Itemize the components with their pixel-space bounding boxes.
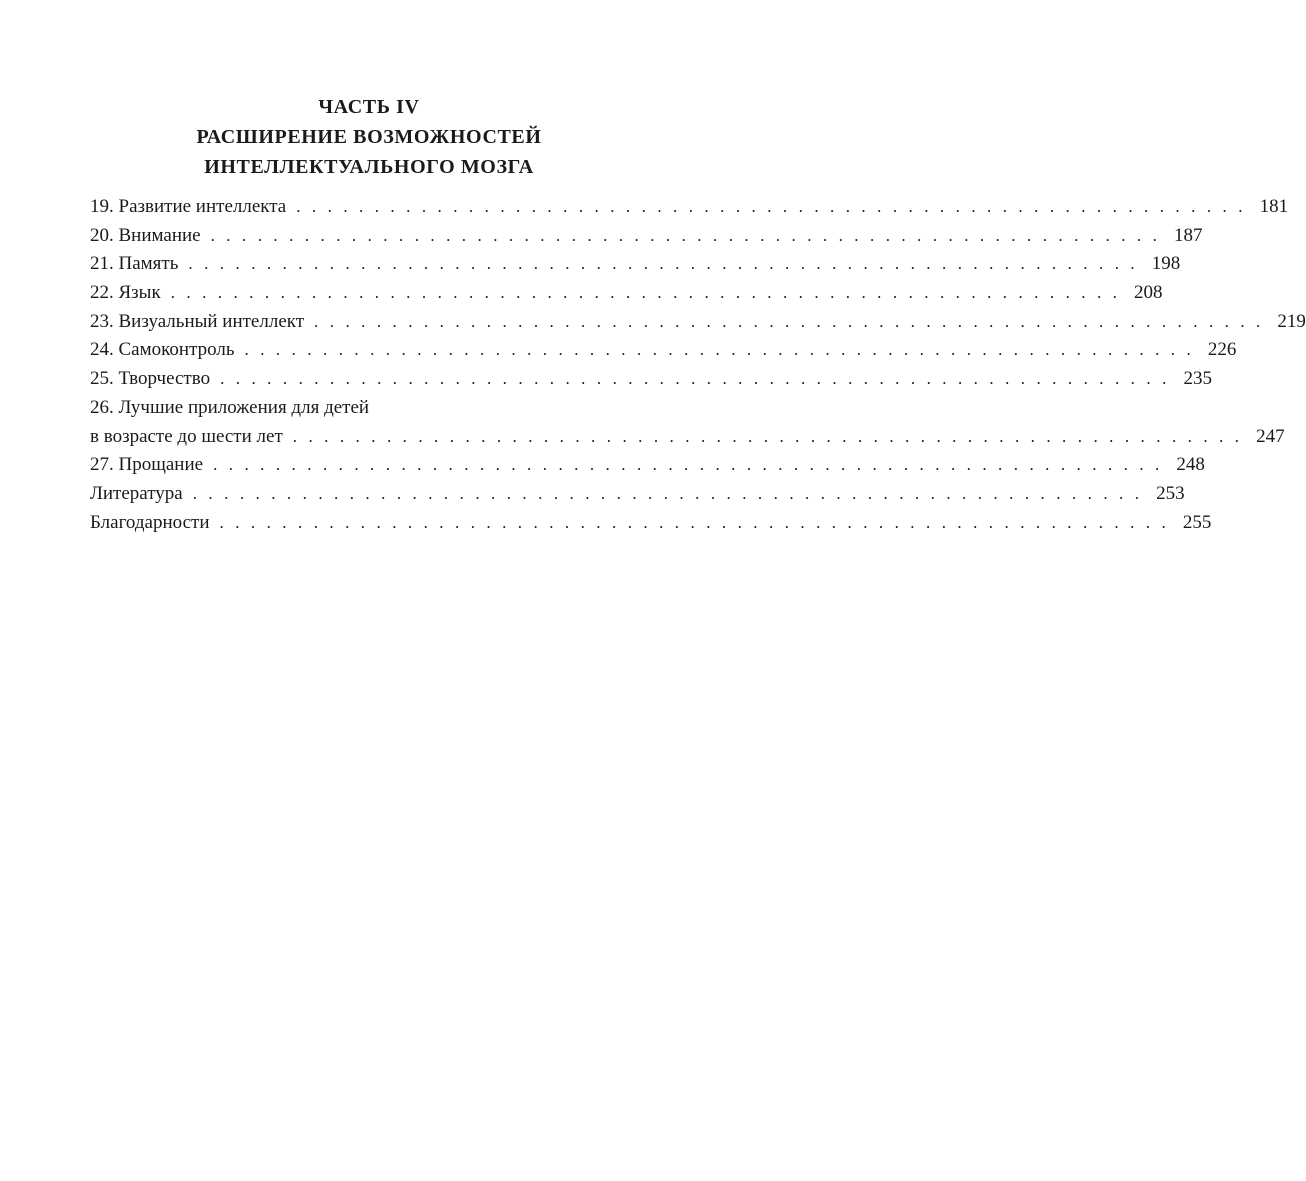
toc-leader-dots: . . . . . . . . . . . . . . . . . . . . . . . . . . . . . . . . . . . . . . . . . . . . . . . . . . . . . . . . . . . . . [220,369,1170,389]
toc-entry-title: Литература [90,482,183,504]
toc-entry-title: 23. Визуальный интеллект [90,310,305,332]
toc-entry-page: 247 [1256,425,1285,447]
toc-entry-title: 22. Язык [90,282,161,304]
toc-entry-page: 226 [1207,339,1237,361]
toc-entry[interactable] [90,365,1212,394]
toc-leader-dots: . . . . . . . . . . . . . . . . . . . . . . . . . . . . . . . . . . . . . . . . . . . . . . . . . . . . . . . . . . . . . [296,197,1247,216]
part-title-line-2: ИНТЕЛЛЕКТУАЛЬНОГО МОЗГА [204,156,534,178]
toc-entry-title: Благодарности [90,511,210,533]
toc-entry[interactable] [90,222,1203,251]
toc-entry-title: 27. Прощание [90,454,204,476]
toc-entry[interactable] [90,279,1163,308]
toc-entry-page: 235 [1183,368,1212,390]
part-number: ЧАСТЬ IV [318,96,420,118]
toc-entry-title: 26. Лучшие приложения для детей [90,396,370,418]
part-header [0,92,738,182]
toc-entry-page: 255 [1182,511,1212,533]
toc-entry-page: 181 [1259,196,1289,217]
toc-entry-page: 219 [1277,310,1306,332]
toc-entry-title: в возрасте до шести лет [90,425,283,447]
toc-leader-dots: . . . . . . . . . . . . . . . . . . . . . . . . . . . . . . . . . . . . . . . . . . . . . . . . . . . . . . . . . . . . . [210,225,1161,245]
toc-entry-page: 248 [1176,454,1205,476]
toc-leader-dots: . . . . . . . . . . . . . . . . . . . . . . . . . . . . . . . . . . . . . . . . . . . . . . . . . . . . . . . . . . . . . [314,311,1264,331]
toc-entry[interactable] [90,250,1181,279]
toc-entry[interactable] [90,509,1212,538]
toc-entry-title: 25. Творчество [90,368,211,390]
toc-entry-first-line[interactable] [90,394,650,423]
toc-entry-title: 24. Самоконтроль [90,339,235,361]
toc-entry[interactable] [90,451,1205,480]
toc-entry-continuation[interactable] [90,423,1285,452]
toc-leader-dots: . . . . . . . . . . . . . . . . . . . . . . . . . . . . . . . . . . . . . . . . . . . . . . . . . . . . . . . . . . . . . [213,455,1163,475]
toc-entry-page: 187 [1173,224,1203,246]
toc-entry-page: 208 [1134,282,1163,304]
toc-entry-page: 253 [1156,482,1185,504]
toc-leader-dots: . . . . . . . . . . . . . . . . . . . . . . . . . . . . . . . . . . . . . . . . . . . . . . . . . . . . . . . . . . . . . [192,483,1143,503]
toc-entry-title: 19. Развитие интеллекта [90,196,287,217]
toc-entry-title: 21. Память [90,253,179,275]
toc-entry[interactable] [90,480,1185,509]
toc-leader-dots: . . . . . . . . . . . . . . . . . . . . . . . . . . . . . . . . . . . . . . . . . . . . . . . . . . . . . . . . . . . . . [219,512,1170,532]
toc-leader-dots: . . . . . . . . . . . . . . . . . . . . . . . . . . . . . . . . . . . . . . . . . . . . . . . . . . . . . . . . . . . . . [188,254,1139,274]
toc-entry[interactable] [90,308,1306,337]
toc-leader-dots: . . . . . . . . . . . . . . . . . . . . . . . . . . . . . . . . . . . . . . . . . . . . . . . . . . . . . . . . . . . . . [292,426,1243,446]
table-of-contents [90,193,1306,537]
part-title-line-1: РАСШИРЕНИЕ ВОЗМОЖНОСТЕЙ [196,126,542,148]
toc-entry[interactable] [90,193,1289,222]
toc-entry-title: 20. Внимание [90,224,201,246]
toc-leader-dots: . . . . . . . . . . . . . . . . . . . . . . . . . . . . . . . . . . . . . . . . . . . . . . . . . . . . . . . . . . . . . [170,283,1121,303]
toc-entry[interactable] [90,336,1237,365]
toc-leader-dots: . . . . . . . . . . . . . . . . . . . . . . . . . . . . . . . . . . . . . . . . . . . . . . . . . . . . . . . . . . . . . [244,340,1195,360]
toc-entry-page: 198 [1151,253,1181,275]
